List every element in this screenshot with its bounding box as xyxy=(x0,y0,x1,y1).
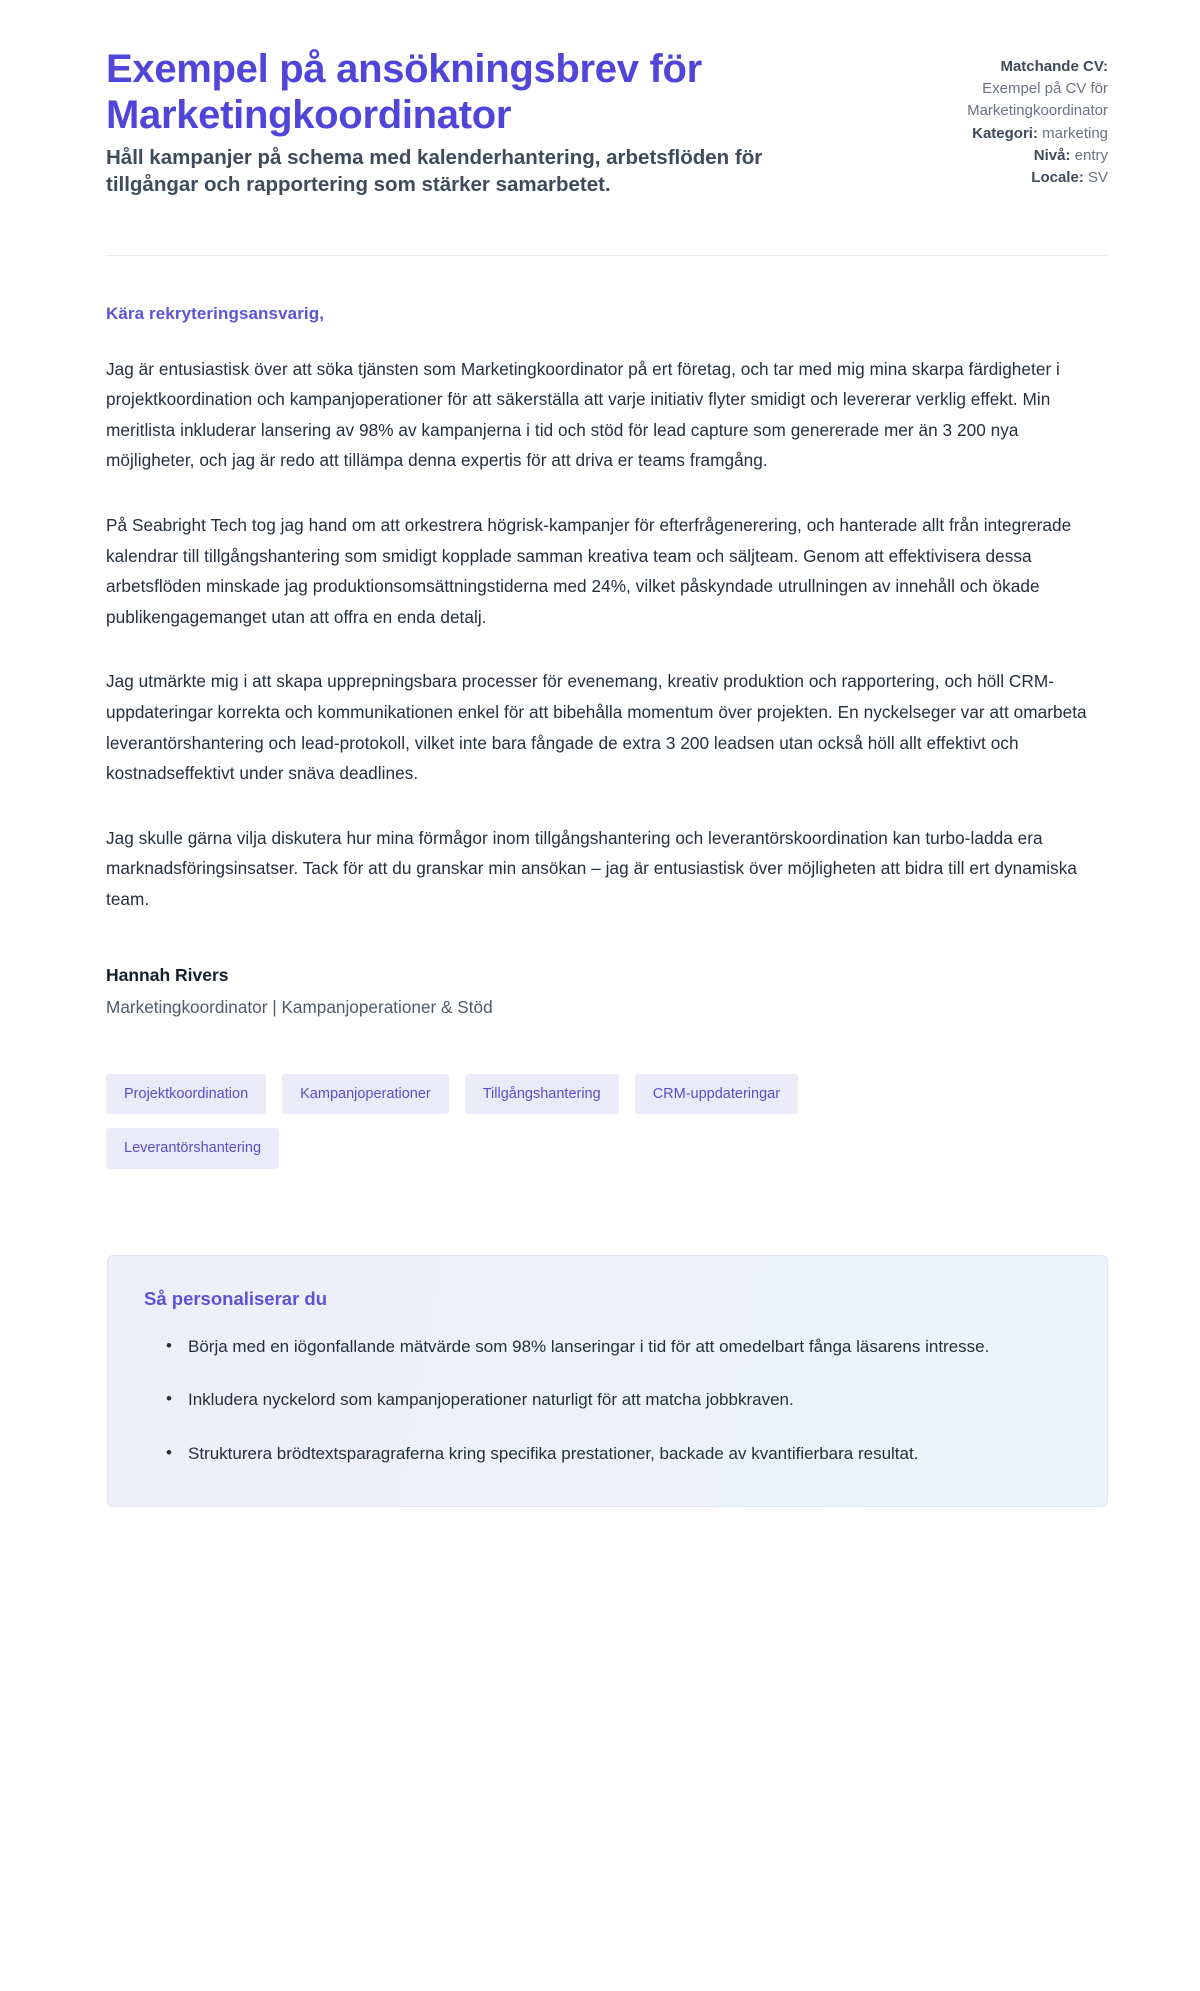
meta-level-label: Nivå: xyxy=(1033,147,1071,164)
meta-category-value: marketing xyxy=(1042,125,1108,143)
letter-paragraph: På Seabright Tech tog jag hand om att orkestrera högrisk-kampanjer för efterfrågenerering, och hanterade allt från integrerade kalendrar till tillgångshantering som smidigt kopplade samman kreativa team och säljteam. Genom att effektivisera dessa arbetsflöden minskade jag produktionsomsättningstiderna med 24%, vilket påskyndade utrullningen av innehåll och ökade publikengagemanget utan att offra en enda detalj. xyxy=(106,514,1072,627)
meta-matching-cv-value[interactable]: Exempel på CV för Marketingkoordinator xyxy=(967,79,1108,119)
document-metadata xyxy=(878,46,1108,189)
meta-locale xyxy=(878,167,1108,189)
header-title-block xyxy=(106,46,826,199)
signature-name: Hannah Rivers xyxy=(106,964,229,985)
skill-tag[interactable]: Kampanjoperationer xyxy=(282,1074,449,1115)
letter-paragraph: Jag skulle gärna vilja diskutera hur mina förmågor inom tillgångshantering och leverantörskoordination kan turbo-ladda era marknadsföringsinsatser. Tack för att du granskar min ansökan – jag är entusiastisk över möjligheten att bidra till ert dynamiska team. xyxy=(106,827,1078,910)
skill-tag[interactable]: Leverantörshantering xyxy=(106,1128,279,1169)
meta-level xyxy=(878,145,1108,167)
meta-matching-cv xyxy=(878,56,1108,121)
page-header xyxy=(106,46,1108,199)
meta-category xyxy=(878,123,1108,145)
page-title: Exempel på ansökningsbrev för Marketingkoordinator xyxy=(106,47,702,137)
personalization-tips-panel xyxy=(107,1255,1108,1508)
signature-block xyxy=(106,965,1108,1018)
letter-paragraph: Jag är entusiastisk över att söka tjänsten som Marketingkoordinator på ert företag, och tar med mig mina skarpa färdigheter i projektkoordination och kampanjoperationer för att säkerställa att varje initiativ flyter smidigt och levererar verklig effekt. Min meritlista inkluderar lansering av 98% av kampanjerna i tid och stöd för lead capture som genererade mer än 3 200 nya möjligheter, och jag är redo att tillämpa denna expertis för att driva er teams framgång. xyxy=(106,358,1060,471)
meta-locale-label: Locale: xyxy=(1031,168,1084,186)
skill-tag[interactable]: Projektkoordination xyxy=(106,1074,266,1115)
letter-body xyxy=(106,256,1108,915)
skill-tag-list xyxy=(106,1074,966,1169)
signature-role: Marketingkoordinator | Kampanjoperationer & Stöd xyxy=(106,996,493,1017)
tips-list-item: • Inkludera nyckelord som kampanjoperationer naturligt för att matcha jobbkraven. xyxy=(166,1385,1046,1415)
meta-category-label: Kategori: xyxy=(972,125,1038,143)
skill-tag[interactable]: Tillgångshantering xyxy=(465,1074,619,1115)
meta-level-value: entry xyxy=(1074,147,1108,164)
tips-title: Så personaliserar du xyxy=(144,1287,328,1309)
tips-list-item: • Strukturera brödtextsparagraferna kring specifika prestationer, backade av kvantifierbara resultat. xyxy=(166,1439,1046,1469)
skill-tag[interactable]: CRM-uppdateringar xyxy=(635,1074,798,1115)
page-subtitle: Håll kampanjer på schema med kalenderhantering, arbetsflöden för tillgångar och rapportering som stärker samarbetet. xyxy=(106,146,763,197)
tips-list-item: • Börja med en iögonfallande mätvärde som 98% lanseringar i tid för att omedelbart fånga läsarens intresse. xyxy=(166,1332,1046,1362)
tips-list xyxy=(144,1332,1071,1469)
meta-matching-cv-label: Matchande CV: xyxy=(1000,58,1108,75)
letter-salutation: Kära rekryteringsansvarig, xyxy=(106,303,325,323)
letter-paragraph: Jag utmärkte mig i att skapa upprepningsbara processer för evenemang, kreativ produktion och rapportering, och höll CRM-uppdateringar korrekta och kommunikationen enkel för att bibehålla momentum över projekten. En nyckelseger var att omarbeta leverantörshantering och lead-protokoll, vilket inte bara fångade de extra 3 200 leadsen utan också höll allt effektivt och kostnadseffektivt under snäva deadlines. xyxy=(106,671,1087,784)
meta-locale-value: SV xyxy=(1087,168,1108,186)
